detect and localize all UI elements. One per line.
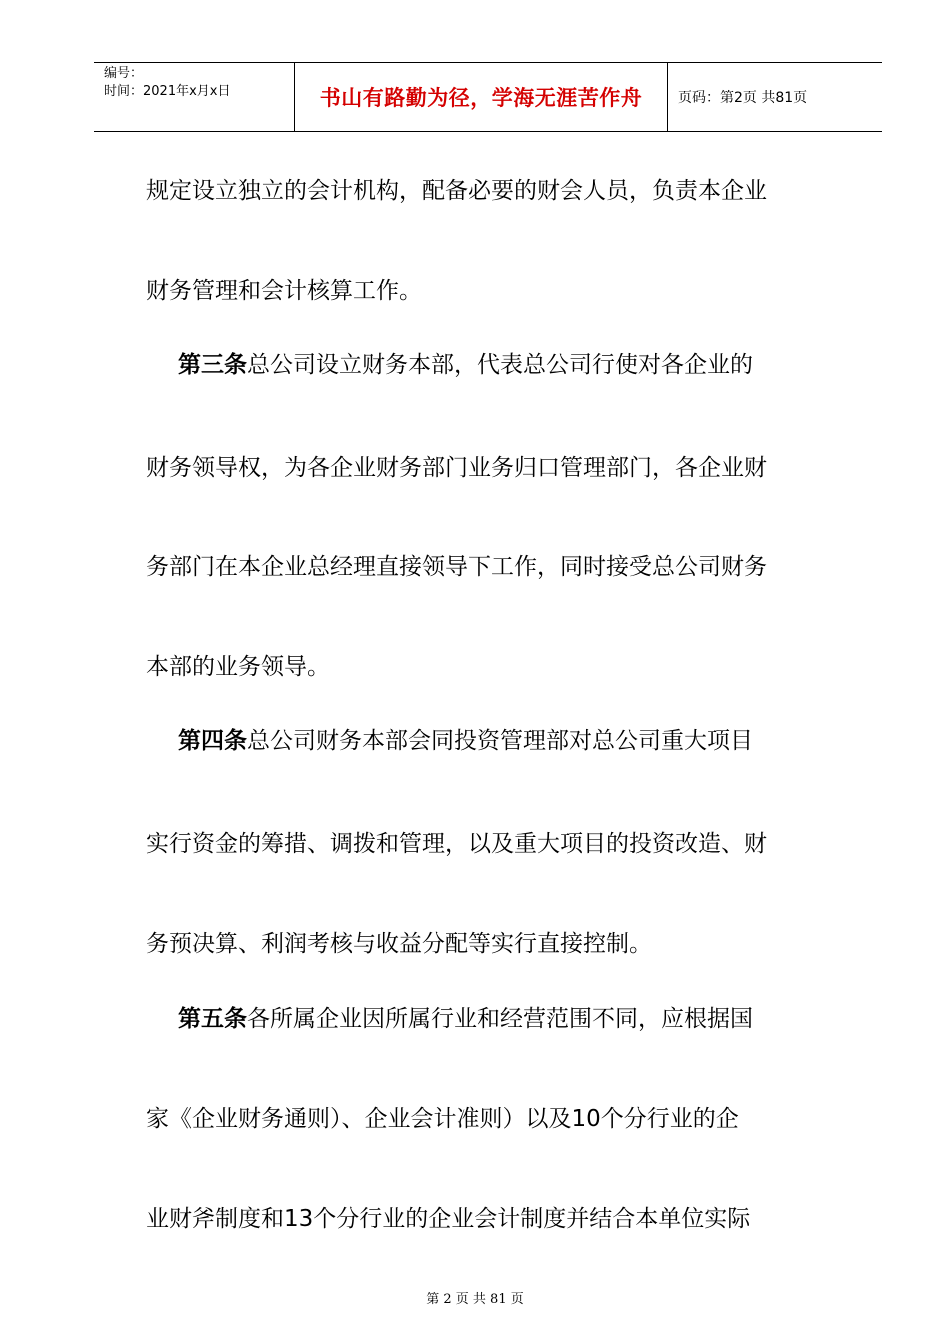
page-label: 页码：第2页 共81页 <box>678 90 808 106</box>
motto: 书山有路勤为径，学海无涯苦作舟 <box>319 86 643 110</box>
header-motto-cell <box>295 63 668 131</box>
header-meta <box>94 63 295 131</box>
paragraph-line: 实行资金的筹措、调拨和管理，以及重大项目的投资改造、财 <box>146 831 767 857</box>
paragraph-line: 本部的业务领导。 <box>146 654 330 680</box>
article-heading: 第四条 <box>178 728 247 754</box>
page-footer: 第 2 页 共 81 页 <box>426 1292 524 1307</box>
number-segment: 10 <box>571 1106 601 1132</box>
serial-label: 编号： <box>104 66 144 81</box>
text-segment: 个分行业的企 <box>600 1106 739 1132</box>
article-text: 总公司财务本部会同投资管理部对总公司重大项目 <box>247 728 753 754</box>
paragraph-line: 务预决算、利润考核与收益分配等实行直接控制。 <box>146 931 652 957</box>
page-header <box>94 62 882 132</box>
paragraph-line: 财务管理和会计核算工作。 <box>146 278 422 304</box>
time-label: 时间：2021年x月x日 <box>104 84 231 99</box>
paragraph-line: 规定设立独立的会计机构，配备必要的财会人员，负责本企业 <box>146 178 767 204</box>
paragraph-line: 财务领导权，为各企业财务部门业务归口管理部门，各企业财 <box>146 455 767 481</box>
article-text: 各所属企业因所属行业和经营范围不同，应根据国 <box>247 1006 753 1032</box>
article-4-line <box>178 722 753 755</box>
article-heading: 第三条 <box>178 352 247 378</box>
number-segment: 13 <box>284 1206 314 1232</box>
text-segment: 业财斧制度和 <box>146 1206 284 1232</box>
article-heading: 第五条 <box>178 1006 247 1032</box>
article-3-line <box>178 346 753 379</box>
article-5-line <box>178 1000 753 1033</box>
paragraph-line <box>146 1100 739 1133</box>
paragraph-line: 务部门在本企业总经理直接领导下工作，同时接受总公司财务 <box>146 554 767 580</box>
article-text: 总公司设立财务本部，代表总公司行使对各企业的 <box>247 352 753 378</box>
text-segment: 家《企业财务通则）、企业会计准则）以及 <box>146 1106 572 1132</box>
paragraph-line <box>146 1200 750 1233</box>
text-segment: 个分行业的企业会计制度并结合本单位实际 <box>313 1206 751 1232</box>
header-page-cell <box>668 63 882 131</box>
